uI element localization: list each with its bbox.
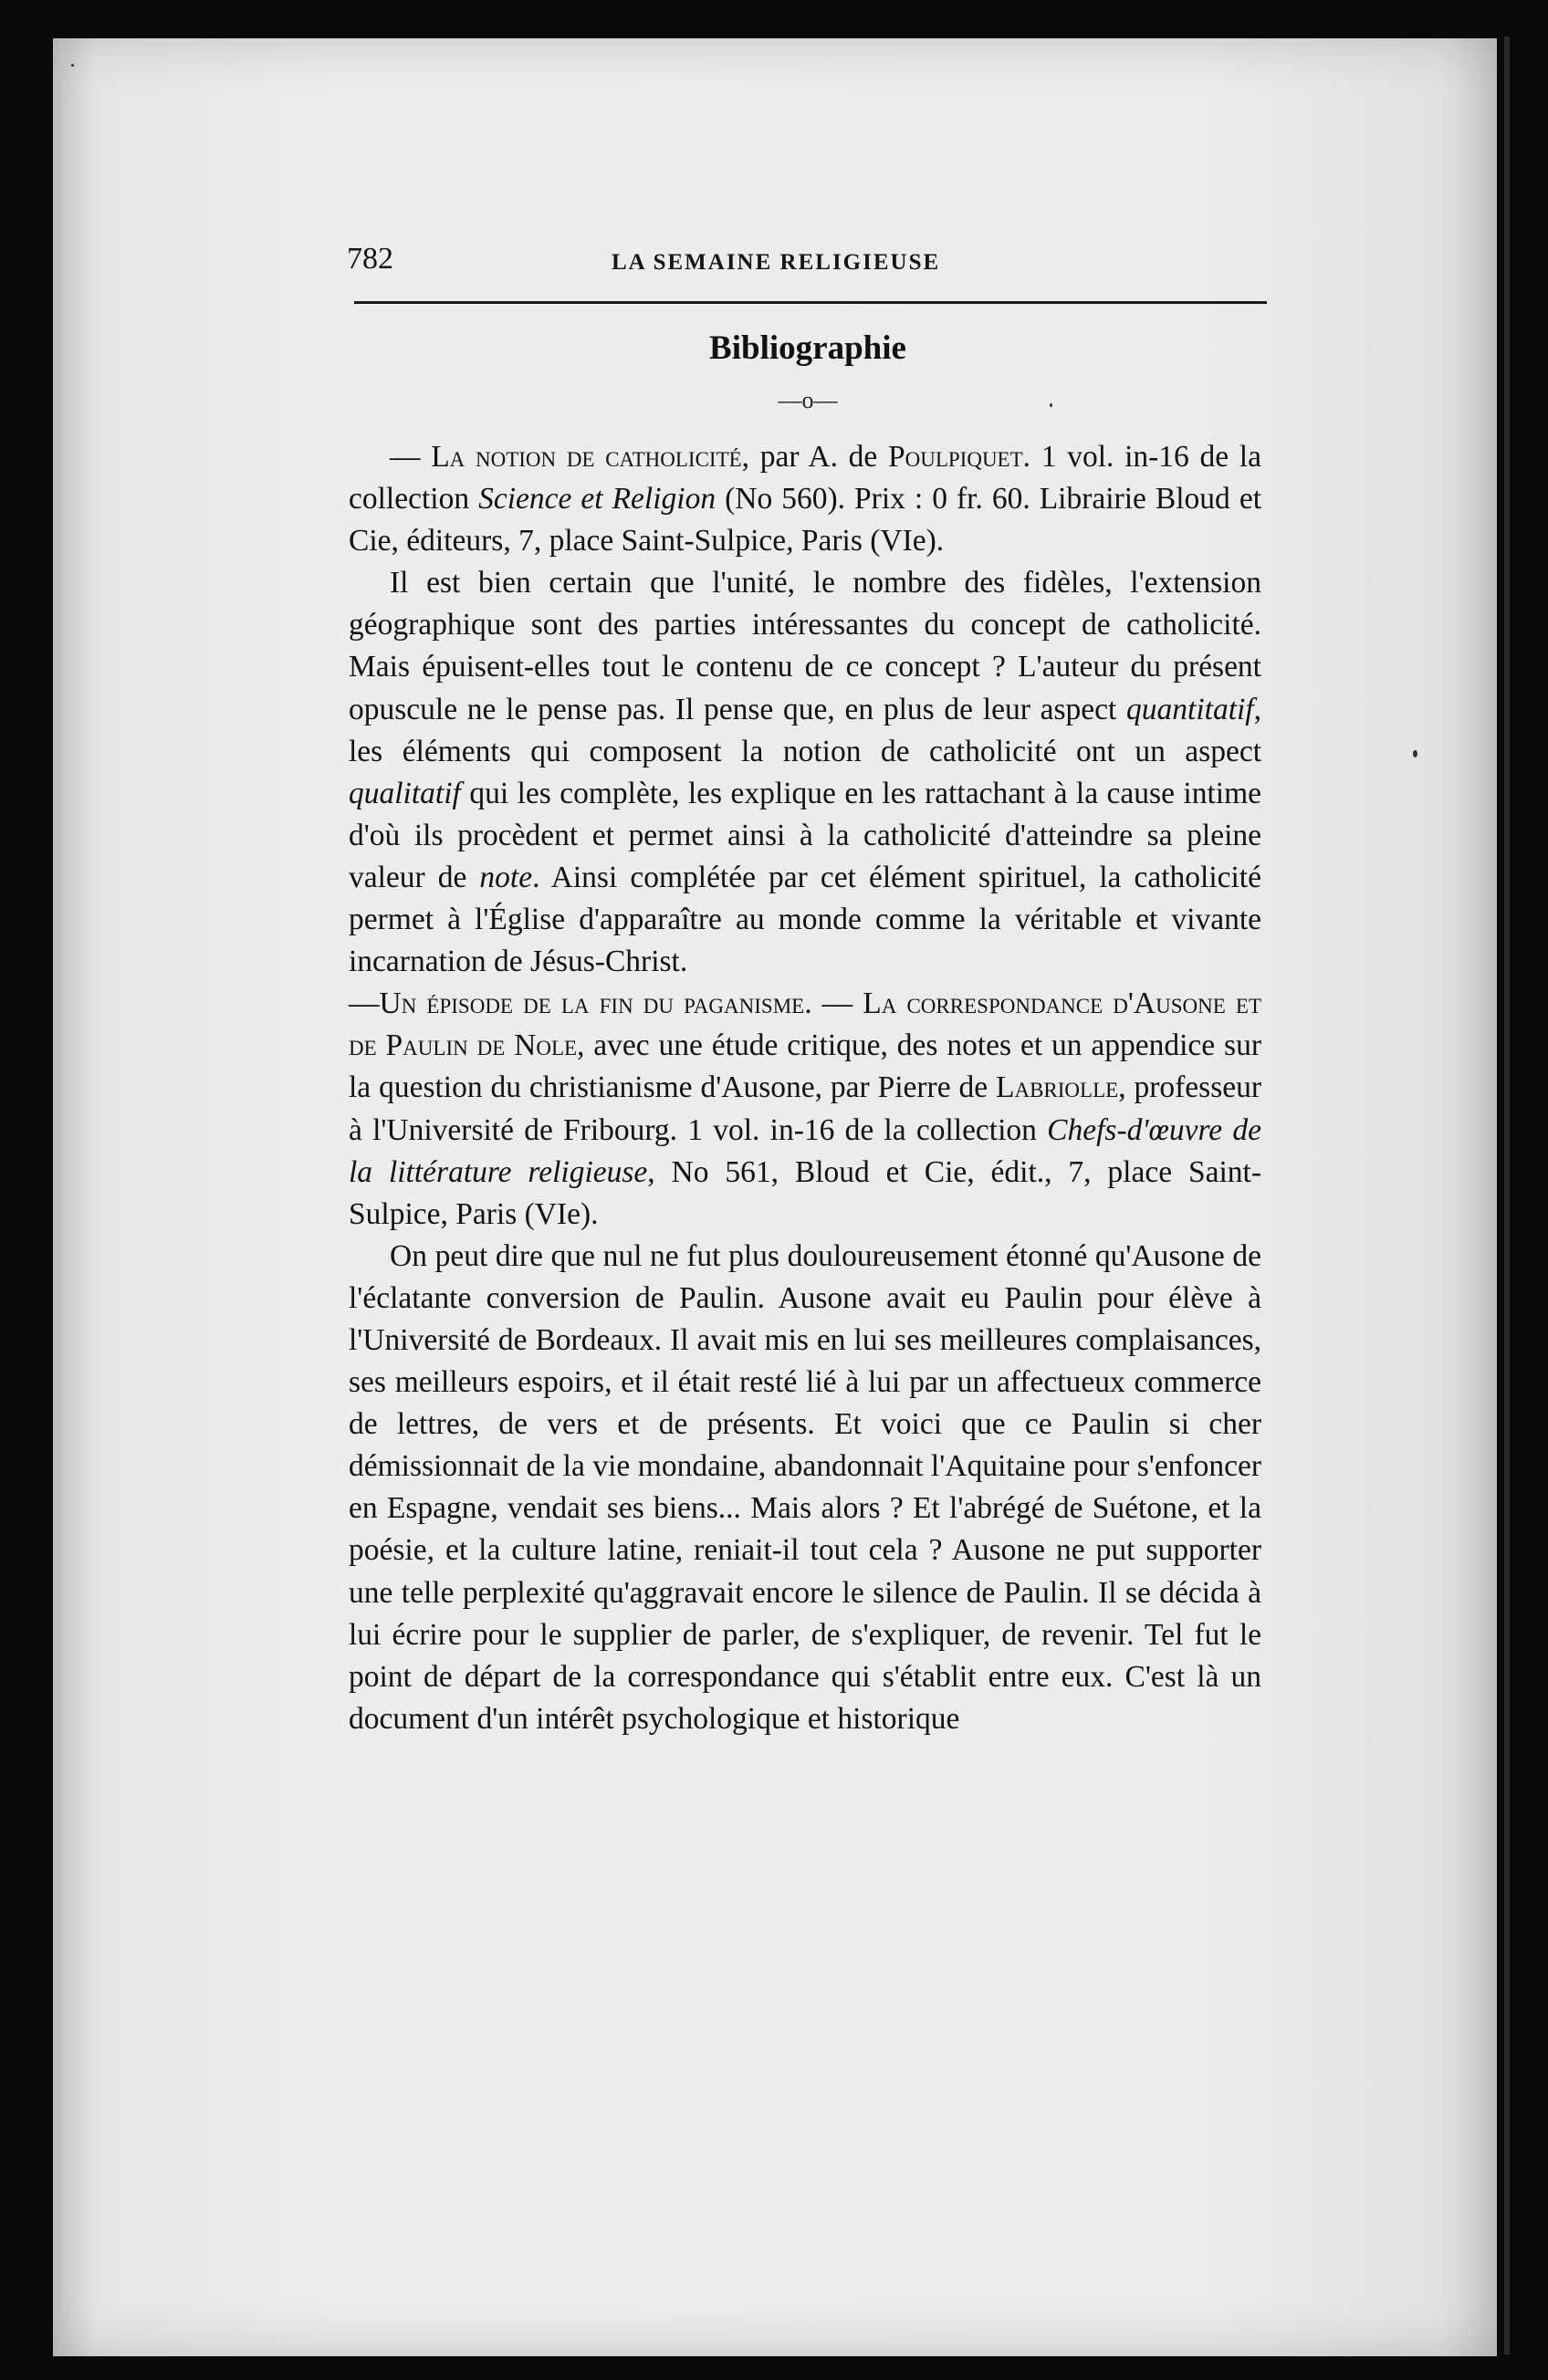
header-rule [354,301,1267,304]
book-title: Un épisode de la fin du paganisme. — La correspondance d'Ausone et de Paulin de Nole [349,986,1261,1063]
book-title: La notion de catholicité [431,440,742,474]
section-title: Bibliographie [709,329,906,367]
entry-review-1: Il est bien certain que l'unité, le nombre des fidèles, l'extension géographique sont des parties intéressantes du concept de catholicité. Mais épuisent-elles tout le contenu de ce concept ? L'auteur du présent opuscule ne le pense pas. Il pense que, en plus de leur aspect quantitatif, les éléments qui composent la notion de catholicité ont un aspect qualitatif qui les complète, les explique en les rattachant à la cause intime d'où ils procèdent et permet ainsi à la catholicité d'atteindre sa pleine valeur de note. Ainsi complétée par cet élément spirituel, la catholicité permet à l'Église d'apparaître au monde comme la véritable et vivante incarnation de Jésus-Christ. [349,566,1261,979]
entry-review-2: On peut dire que nul ne fut plus douloureusement étonné qu'Ausone de l'éclatante conversion de Paulin. Ausone avait eu Paulin pour élève à l'Université de Bordeaux. Il avait mis en lui ses meilleures complaisances, ses meilleurs espoirs, et il était resté lié à lui par un affectueux commerce de lettres, de vers et de présents. Et voici que ce Paulin si cher démissionnait de la vie mondaine, abandonnait l'Aquitaine pour s'enfoncer en Espagne, vendait ses biens... Mais alors ? Et l'abrégé de Suétone, et la poésie, et la culture latine, reniait-il tout cela ? Ausone ne put supporter une telle perplexité qu'aggravait encore le silence de Paulin. Il se décida à lui écrire pour le supplier de parler, de s'expliquer, de revenir. Tel fut le point de départ de la correspondance qui s'établit entre eux. C'est là un document d'un intérêt psychologique et historique [349,1238,1261,1736]
author-name: Poulpiquet [887,440,1023,474]
running-title: LA SEMAINE RELIGIEUSE [612,250,941,275]
ink-speck [1413,750,1417,757]
ink-speck [71,64,74,67]
series-name: Science et Religion [478,482,716,517]
page-edge [1504,37,1510,2354]
author-name: Labriolle [996,1070,1119,1105]
series-name: Chefs-d'œuvre de la littérature religieuse [349,1112,1261,1189]
title-ornament: —o— [778,387,838,413]
entry-citation-1: — La notion de catholicité, par A. de Poulpiquet. 1 vol. in-16 de la collection Science et Religion (No 560). Prix : 0 fr. 60. Librairie Bloud et Cie, éditeurs, 7, place Saint-Sulpice, Paris (VIe). [349,440,1261,558]
page-number: 782 [347,242,393,276]
article-body [349,436,1261,1740]
entry-citation-2: —Un épisode de la fin du paganisme. — La correspondance d'Ausone et de Paulin de Nole, avec une étude critique, des notes et un appendice sur la question du christianisme d'Ausone, par Pierre de Labriolle, professeur à l'Université de Fribourg. 1 vol. in-16 de la collection Chefs-d'œuvre de la littérature religieuse, No 561, Bloud et Cie, édit., 7, place Saint-Sulpice, Paris (VIe). [349,986,1262,1231]
running-header [347,242,1269,287]
